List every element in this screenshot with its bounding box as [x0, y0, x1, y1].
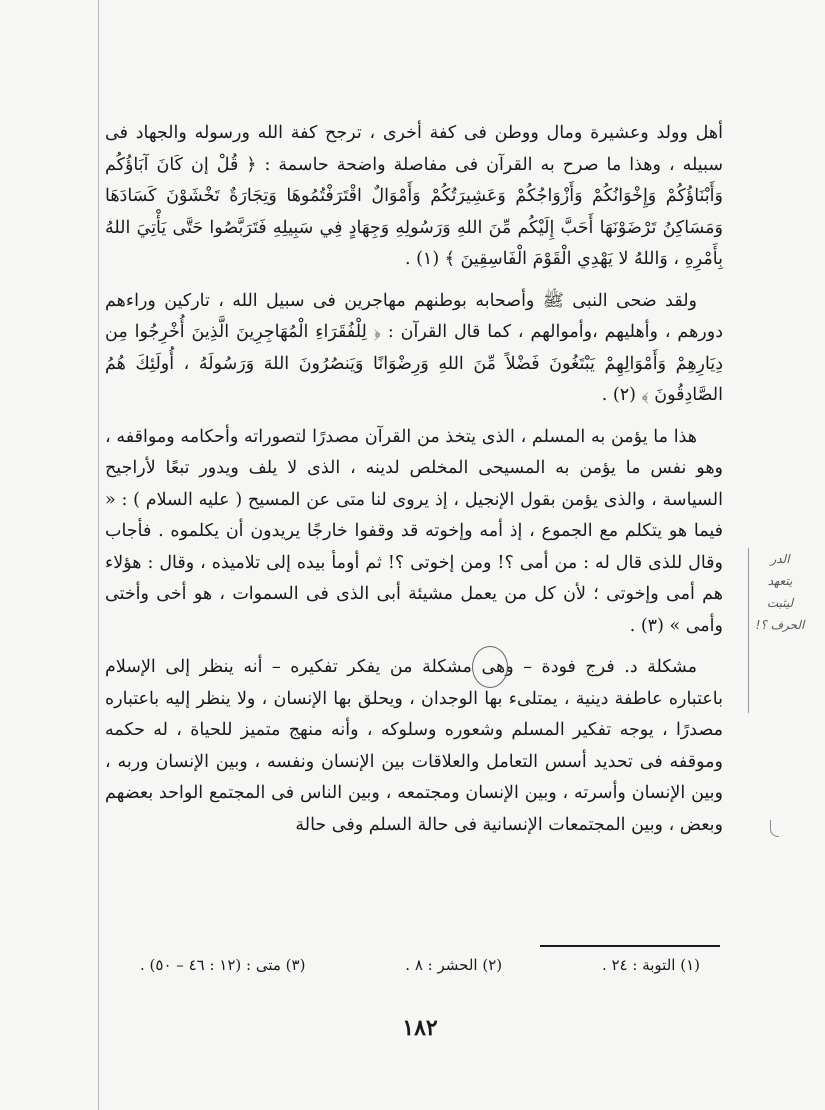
footnote-separator — [540, 945, 720, 947]
handwritten-circle-mark — [472, 646, 508, 688]
page-number: ١٨٢ — [402, 1015, 438, 1041]
paragraph-3: هذا ما يؤمن به المسلم ، الذى يتخذ من القرآن مصدرًا لتصوراته وأحكامه ومواقفه ، وهو نفس ما يؤمن به المسيحى المخلص لدينه ، الذى لا يلف ويدور تبعًا لأراجيح السياسة ، والذى يؤمن بقول الإنجيل ، إذ يروى لنا متى عن المسيح ( عليه السلام ) : « فيما هو يتكلم مع الجموع ، إذ أمه وإخوته قد وقفوا خارجًا يريدون أن يكلموه . فأجاب وقال للذى قال له : من أمى ؟! ومن إخوتى ؟! ثم أومأ بيده إلى تلاميذه ، وقال : هؤلاء هم أمى وإخوتى ؛ لأن كل من يعمل مشيئة أبى الذى فى السموات ، هو أخى وأختى وأمى » (٣) . — [105, 426, 723, 636]
footnotes — [140, 956, 700, 974]
footnote-3: (٣) متى : (١٢ : ٤٦ – ٥٠) . — [140, 956, 306, 974]
margin-note-line: الدر — [770, 552, 790, 566]
margin-tick-mark — [770, 820, 779, 837]
page-edge-line — [98, 0, 99, 1110]
paragraph-2: ولقد ضحى النبى ﷺ وأصحابه بوطنهم مهاجرين فى سبيل الله ، تاركين وراءهم دورهم ، وأهليهم ،وأموالهم ، كما قال القرآن : ﴿ لِلْفُقَرَاءِ الْمُهَاجِرِينَ الَّذِينَ أُخْرِجُوا مِن دِيَارِهِمْ وَأَمْوَالِهِمْ يَبْتَغُونَ فَضْلاً مِّنَ اللهِ وَرِضْوَانًا وَيَنصُرُونَ اللهَ وَرَسُولَهُ ، أُولَئِكَ هُمُ الصَّادِقُونَ ﴾ (٢) . — [105, 290, 723, 405]
main-text — [105, 118, 723, 851]
footnote-1: (١) التوبة : ٢٤ . — [601, 956, 700, 974]
margin-note-line: يتعهد — [767, 574, 793, 588]
handwritten-margin-note — [745, 548, 815, 636]
paragraph-4: مشكلة د. فرج فودة – وهى مشكلة من يفكر تفكيره – أنه ينظر إلى الإسلام باعتباره عاطفة دينية ، يمتلىء بها الوجدان ، ويحلق بها الإنسان ، ولا ينظر إليه باعتباره مصدرًا ، يوجه تفكير المسلم وشعوره وسلوكه ، وأنه منهج متميز للحياة ، له حكمه وموقفه فى تحديد أسس التعامل والعلاقات بين الإنسان ونفسه ، وبين الإنسان وربه ، وبين الإنسان وأسرته ، وبين الإنسان ومجتمعه ، وبين الناس فى المجتمع الواحد بعضهم وبعض ، وبين المجتمعات الإنسانية فى حالة السلم وفى حالة — [105, 657, 723, 835]
footnote-2: (٢) الحشر : ٨ . — [405, 956, 503, 974]
margin-note-line: الحرف ؟! — [755, 618, 805, 632]
margin-note-line: ليثبت — [766, 596, 794, 610]
paragraph-1: أهل وولد وعشيرة ومال ووطن فى كفة أخرى ، ترجح كفة الله ورسوله والجهاد فى سبيله ، وهذا ما صرح به القرآن فى مفاصلة واضحة حاسمة : ﴿ قُلْ إن كَانَ آبَاؤُكُم وَأَبْنَاؤُكُمْ وَإِخْوَانُكُمْ وَأَزْوَاجُكُمْ وَعَشِيرَتُكُمْ وَأَمْوَالٌ اقْتَرَفْتُمُوهَا وَتِجَارَةٌ تَخْشَوْنَ كَسَادَهَا وَمَسَاكِنُ تَرْضَوْنَهَا أَحَبَّ إِلَيْكُم مِّنَ اللهِ وَرَسُولِهِ وَجِهَادٍ فِي سَبِيلِهِ فَتَرَبَّصُوا حَتَّى يَأْتِيَ اللهُ بِأَمْرِهِ ، وَاللهُ لا يَهْدِي الْقَوْمَ الْفَاسِقِينَ ﴾ (١) . — [105, 123, 723, 269]
